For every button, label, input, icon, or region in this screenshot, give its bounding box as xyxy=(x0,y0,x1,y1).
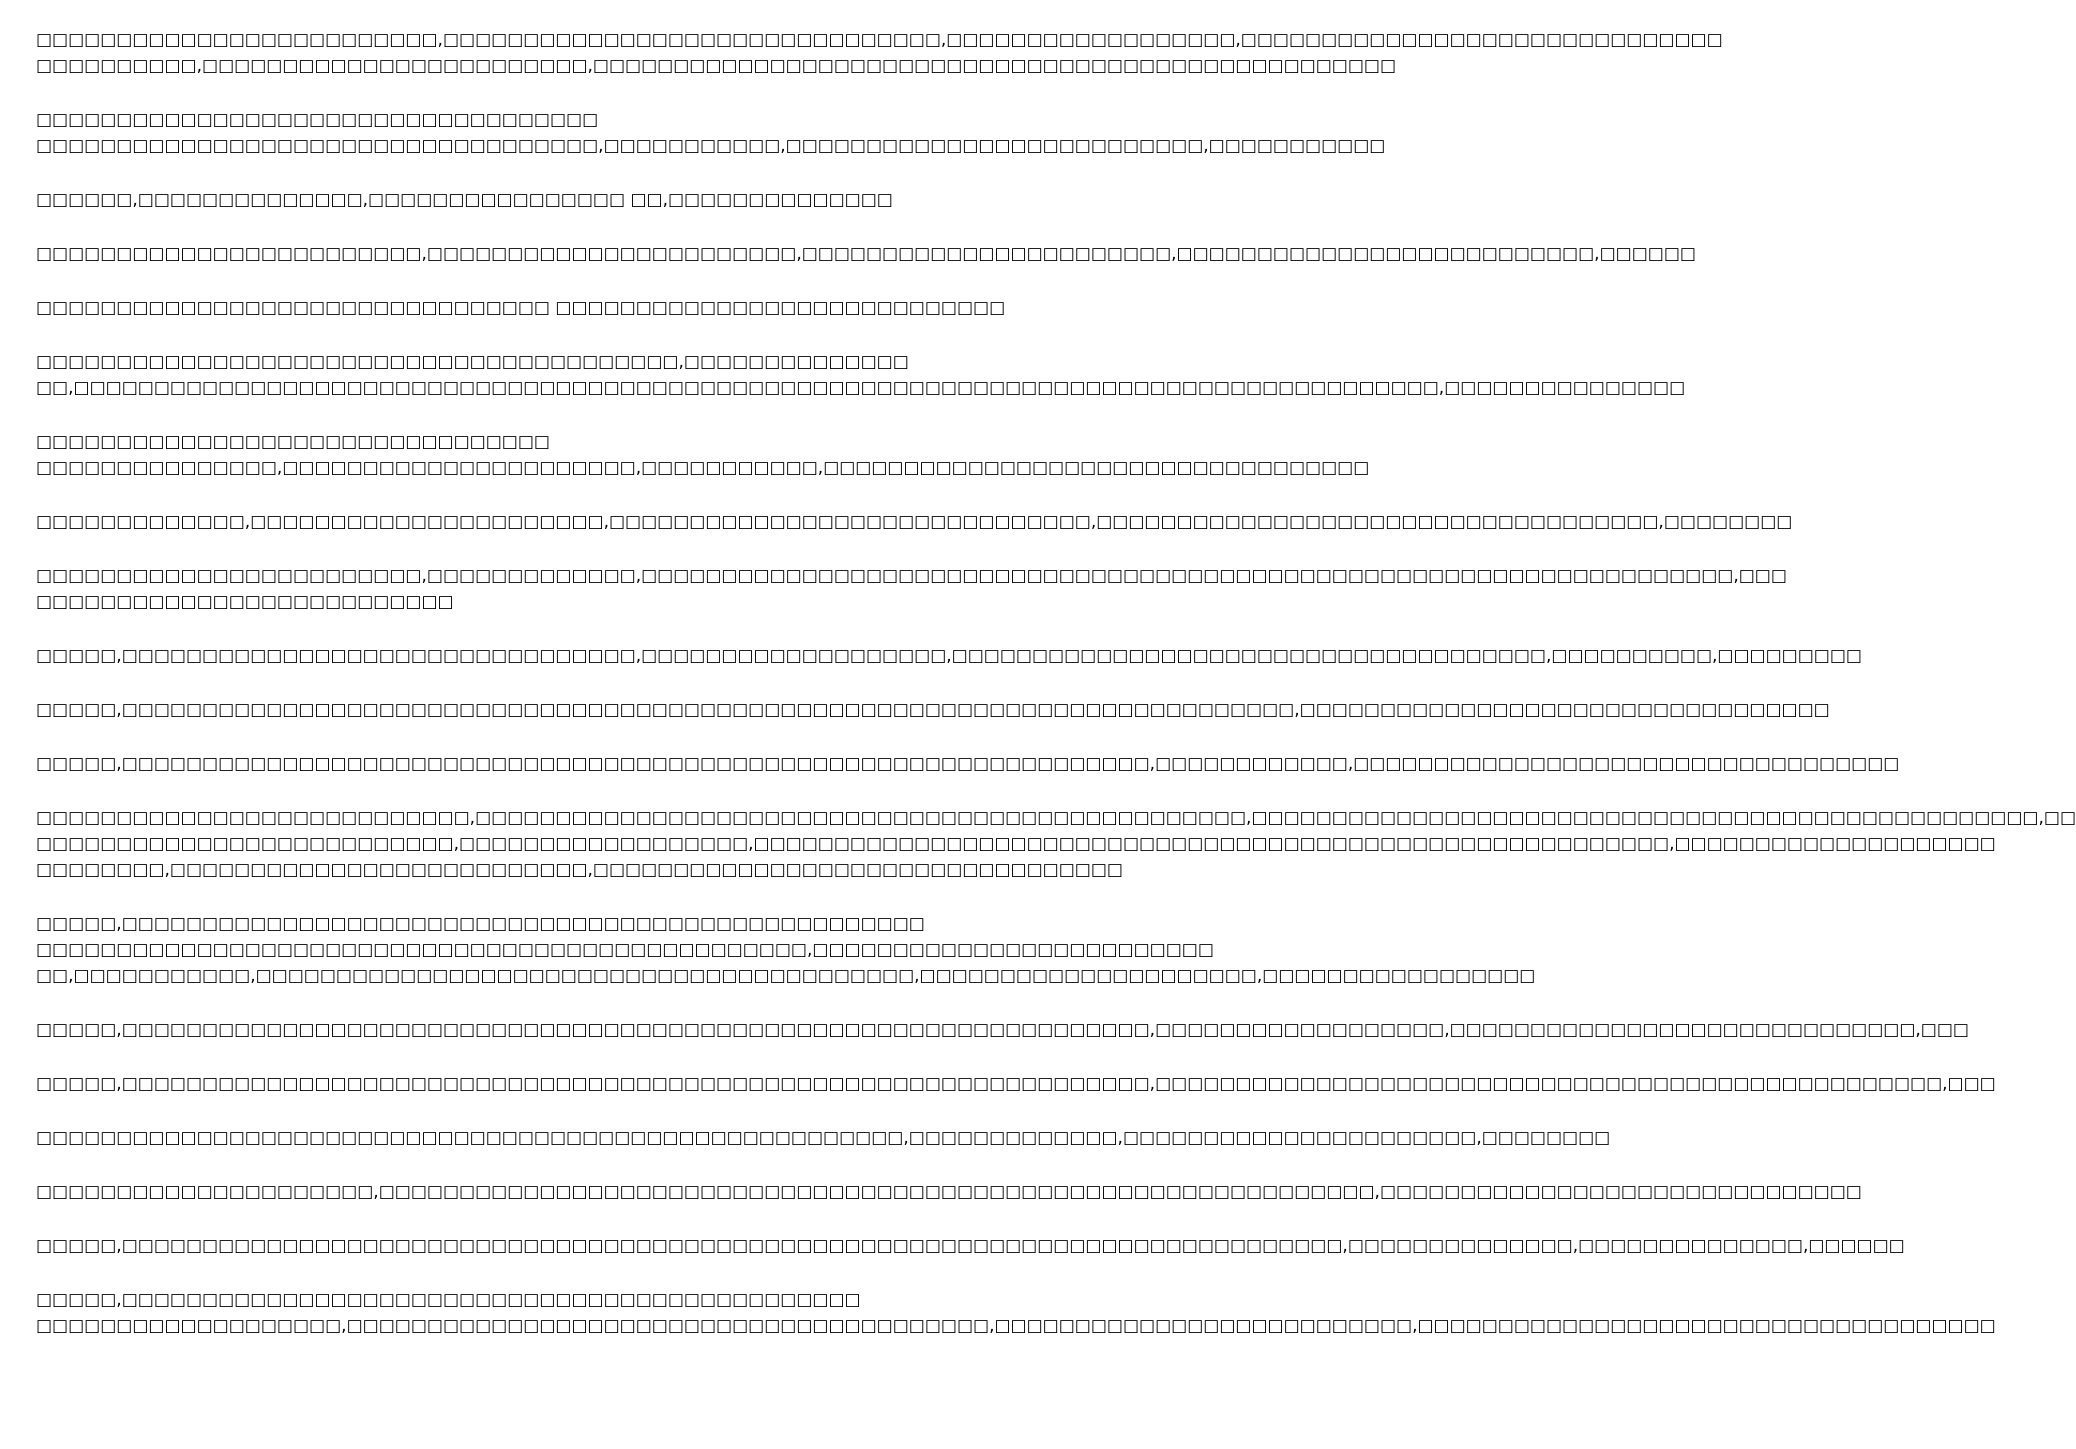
text-line: □□□□□□□□□□□□□□□□□□□,□□□□□□□□□□□□□□□□□□□□□□□□□□□□□□□□□□□□□□□□,□□□□□□□□□□□□□□□□□□□□□□□□□□,□□□□□□□□□□□□□□□□□□□□□□□□□□□□□□□□□□□□ xyxy=(36,1316,1996,1336)
document-page xyxy=(36,27,2076,1367)
paragraph xyxy=(36,107,1386,159)
paragraph xyxy=(36,697,1830,723)
text-line: □□□□□□,□□□□□□□□□□□□□□,□□□□□□□□□□□□□□□□ □□,□□□□□□□□□□□□□□ xyxy=(36,190,893,210)
text-line: □□□□□□□□□□□□□□□□□□□□□□□□□□,□□□□□□□□□□□□□□□□□□,□□□□□□□□□□□□□□□□□□□□□□□□□□□□□□□□□□□□□□□□□□□□□□□□□□□□□□□□□,□□□□□□□□□□□□□□□□□□□□ xyxy=(36,834,1996,854)
paragraph xyxy=(36,509,1793,535)
paragraph xyxy=(36,27,1723,79)
paragraph xyxy=(36,1179,1862,1205)
paragraph xyxy=(36,295,1006,321)
text-line: □□□□□□□□□□□□□□□□□□□□□□□□□,□□□□□□□□□□□□□□□□□□□□□□□□□□□□□□□,□□□□□□□□□□□□□□□□□□,□□□□□□□□□□□□□□□□□□□□□□□□□□□□□□ xyxy=(36,30,1723,50)
text-line: □□□□□□□□□□□□□□□□□□□□□□□□□□□□□□□□□□□□□□□□,□□□□□□□□□□□□□□ xyxy=(36,352,909,372)
paragraph xyxy=(36,751,1900,777)
text-line: □□□□□□□□□□□□□□□□□□□□□□□□□□□□□□□□□□□□□□□□□□□□□□□□,□□□□□□□□□□□□□□□□□□□□□□□□□ xyxy=(36,940,1214,960)
paragraph xyxy=(36,429,1370,481)
text-line: □□□□□,□□□□□□□□□□□□□□□□□□□□□□□□□□□□□□□□□□□□□□□□□□□□□□□□□□□□□□□□□□□□□□□□□□□□□□□□□□□□,□□□□□□□□□□□□□□,□□□□□□□□□□□□□□,□□□□□□ xyxy=(36,1236,1905,1256)
text-line: □□□□□,□□□□□□□□□□□□□□□□□□□□□□□□□□□□□□□□□□□□□□□□□□□□□□□□□□□□□□□□□□□□□□□□□□□□□□□□□,□□□□□□□□□□□□□□□□□□□□□□□□□□□□□□□□□ xyxy=(36,700,1830,720)
text-line: □□□□□□□□□□□□□□□□□□□□□,□□□□□□□□□□□□□□□□□□□□□□□□□□□□□□□□□□□□□□□□□□□□□□□□□□□□□□□□□□□□□□,□□□□□□□□□□□□□□□□□□□□□□□□□□□□□□ xyxy=(36,1182,1862,1202)
paragraph xyxy=(36,643,1862,669)
paragraph xyxy=(36,563,1787,615)
text-line: □□□□□□□□□□,□□□□□□□□□□□□□□□□□□□□□□□□,□□□□□□□□□□□□□□□□□□□□□□□□□□□□□□□□□□□□□□□□□□□□□□□□□□ xyxy=(36,56,1397,76)
text-line: □□□□□□□□□□□□□□□□□□□□□□□□□□□□□□□□□□□,□□□□□□□□□□□,□□□□□□□□□□□□□□□□□□□□□□□□□□,□□□□□□□□□□□ xyxy=(36,136,1386,156)
paragraph xyxy=(36,241,1696,267)
text-line: □□,□□□□□□□□□□□□□□□□□□□□□□□□□□□□□□□□□□□□□□□□□□□□□□□□□□□□□□□□□□□□□□□□□□□□□□□□□□□□□□□□□□□□□,□□□□□□□□□□□□□□□ xyxy=(36,378,1686,398)
text-line: □□□□□,□□□□□□□□□□□□□□□□□□□□□□□□□□□□□□□□□□□□□□□□□□□□□□□□□□□□□□□□□□□□□□□□,□□□□□□□□□□□□□□□□□□□□□□□□□□□□□□□□□□□□□□□□□□□□□□□□□,□□□ xyxy=(36,1074,1996,1094)
text-line: □□□□□□□□,□□□□□□□□□□□□□□□□□□□□□□□□□□,□□□□□□□□□□□□□□□□□□□□□□□□□□□□□□□□□ xyxy=(36,860,1123,880)
paragraph xyxy=(36,1017,1969,1043)
text-line: □□□□□□□□□□□□□,□□□□□□□□□□□□□□□□□□□□□□,□□□□□□□□□□□□□□□□□□□□□□□□□□□□□□,□□□□□□□□□□□□□□□□□□□□□□□□□□□□□□□□□□□,□□□□□□□□ xyxy=(36,512,1793,532)
text-line: □□□□□□□□□□□□□□□□□□□□□□□□,□□□□□□□□□□□□□□□□□□□□□□□,□□□□□□□□□□□□□□□□□□□□□□□,□□□□□□□□□□□□□□□□□□□□□□□□□□,□□□□□□ xyxy=(36,244,1696,264)
text-line: □□□□□□□□□□□□□□□□□□□□□□□□□□□□□□□□ □□□□□□□□□□□□□□□□□□□□□□□□□□□□ xyxy=(36,298,1006,318)
text-line: □□,□□□□□□□□□□□,□□□□□□□□□□□□□□□□□□□□□□□□□□□□□□□□□□□□□□□□□,□□□□□□□□□□□□□□□□□□□□□,□□□□□□□□□□□□□□□□□ xyxy=(36,966,1536,986)
paragraph xyxy=(36,1233,1905,1259)
paragraph xyxy=(36,349,1686,401)
text-line: □□□□□,□□□□□□□□□□□□□□□□□□□□□□□□□□□□□□□□,□□□□□□□□□□□□□□□□□□□,□□□□□□□□□□□□□□□□□□□□□□□□□□□□□□□□□□□□□,□□□□□□□□□□,□□□□□□□□□ xyxy=(36,646,1862,666)
text-line: □□□□□□□□□□□□□□□□□□□□□□□□□□□□□□□□□□□ xyxy=(36,110,599,130)
text-line: □□□□□□□□□□□□□□□□□□□□□□□□,□□□□□□□□□□□□□,□□□□□□□□□□□□□□□□□□□□□□□□□□□□□□□□□□□□□□□□□□□□□□□□□□□□□□□□□□□□□□□□□□□□,□□□ xyxy=(36,566,1787,586)
paragraph xyxy=(36,911,1536,989)
text-line: □□□□□,□□□□□□□□□□□□□□□□□□□□□□□□□□□□□□□□□□□□□□□□□□□□□□□□□□□□□□□□□□□□□□□□,□□□□□□□□□□□□□□□□□□,□□□□□□□□□□□□□□□□□□□□□□□□□□□□□,□□□ xyxy=(36,1020,1969,1040)
paragraph xyxy=(36,805,2076,883)
text-line: □□□□□□□□□□□□□□□□□□□□□□□□□□ xyxy=(36,592,454,612)
text-line: □□□□□□□□□□□□□□□□□□□□□□□□□□□□□□□□ xyxy=(36,432,550,452)
text-line: □□□□□□□□□□□□□□□,□□□□□□□□□□□□□□□□□□□□□□,□□□□□□□□□□□,□□□□□□□□□□□□□□□□□□□□□□□□□□□□□□□□□□ xyxy=(36,458,1370,478)
paragraph xyxy=(36,1287,1996,1339)
paragraph xyxy=(36,187,990,213)
text-line: □□□□□□□□□□□□□□□□□□□□□□□□□□□,□□□□□□□□□□□□□□□□□□□□□□□□□□□□□□□□□□□□□□□□□□□□□□□□,□□□□□□□□□□□□□□□□□□□□□□□□□□□□□□□□□□□□□□□□□□□□□□□□□,□□ xyxy=(36,808,2076,828)
text-line: □□□□□,□□□□□□□□□□□□□□□□□□□□□□□□□□□□□□□□□□□□□□□□□□□□□□□□□□ xyxy=(36,914,925,934)
text-line: □□□□□,□□□□□□□□□□□□□□□□□□□□□□□□□□□□□□□□□□□□□□□□□□□□□□ xyxy=(36,1290,861,1310)
paragraph xyxy=(36,1071,1996,1097)
text-line: □□□□□□□□□□□□□□□□□□□□□□□□□□□□□□□□□□□□□□□□□□□□□□□□□□□□□□,□□□□□□□□□□□□□,□□□□□□□□□□□□□□□□□□□□□□,□□□□□□□□ xyxy=(36,1128,1611,1148)
text-line: □□□□□,□□□□□□□□□□□□□□□□□□□□□□□□□□□□□□□□□□□□□□□□□□□□□□□□□□□□□□□□□□□□□□□□,□□□□□□□□□□□□,□□□□□□□□□□□□□□□□□□□□□□□□□□□□□□□□□□ xyxy=(36,754,1900,774)
paragraph xyxy=(36,1125,1611,1151)
